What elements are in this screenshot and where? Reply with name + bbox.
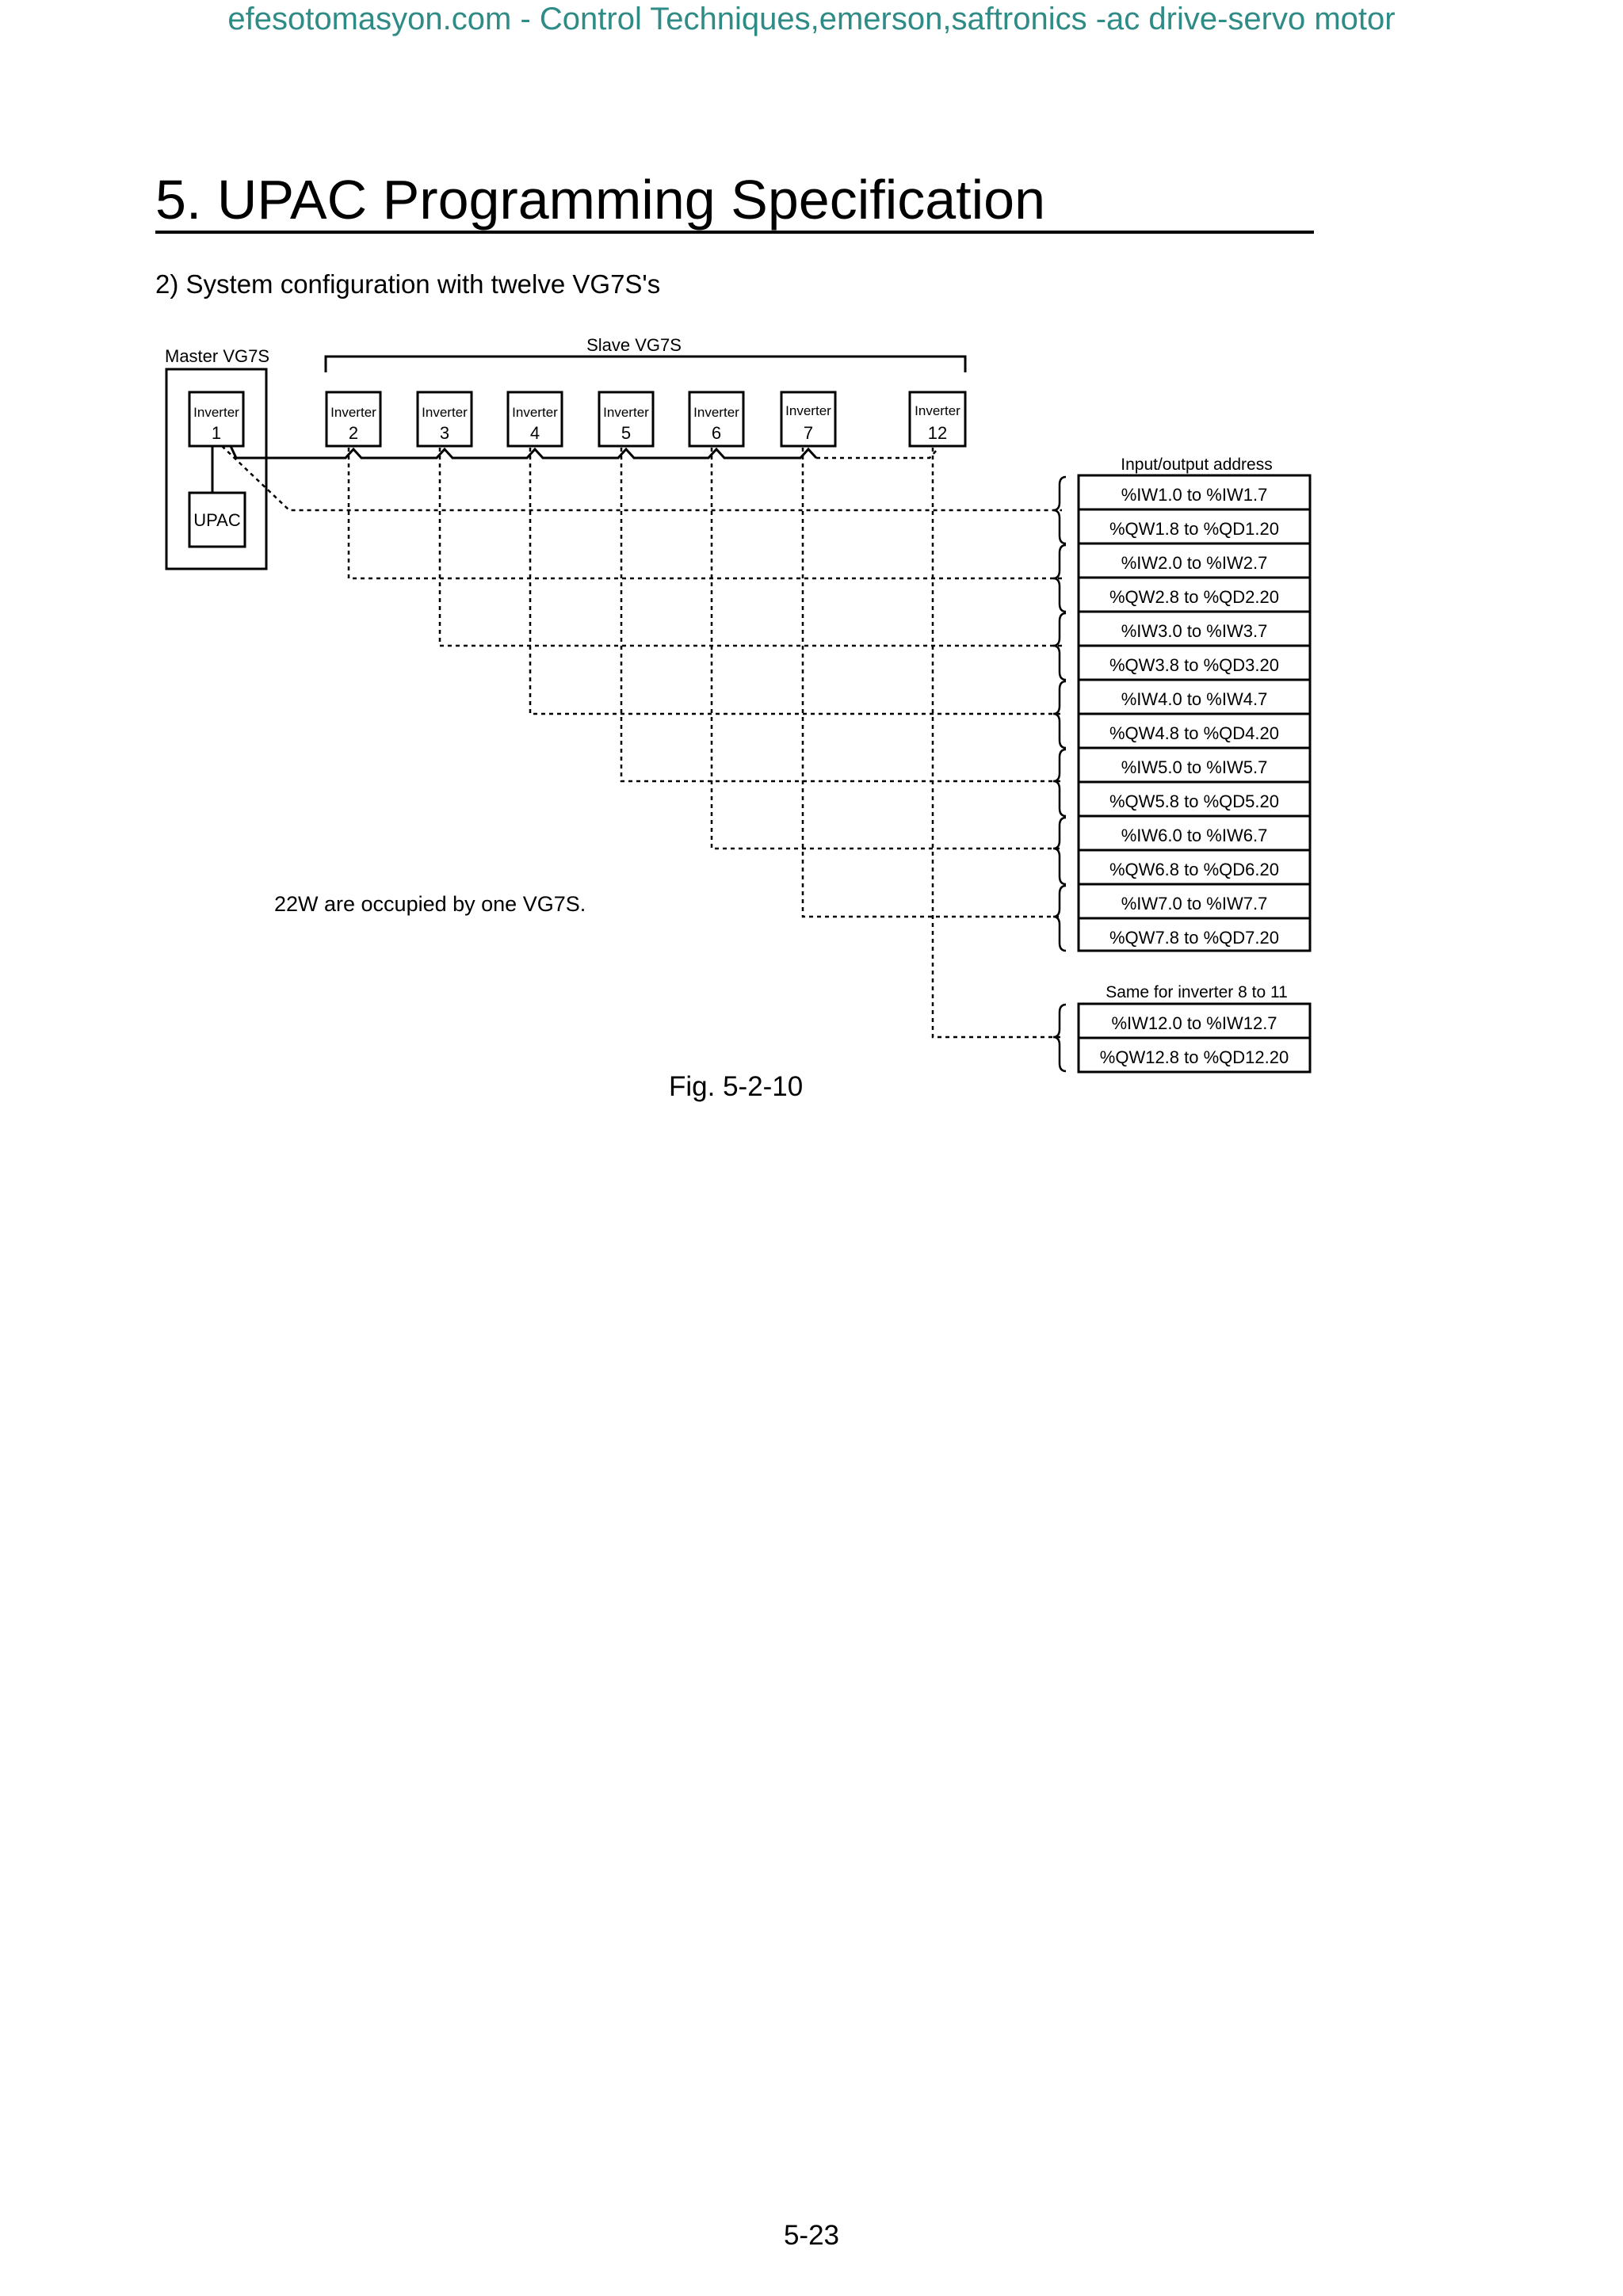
slave-bracket <box>326 357 965 372</box>
io-address-cell: %IW2.0 to %IW2.7 <box>1121 553 1268 573</box>
io-address-table-12 <box>1079 1004 1310 1072</box>
io-address-cell: %IW1.0 to %IW1.7 <box>1121 485 1268 505</box>
io-address-cell: %IW5.0 to %IW5.7 <box>1121 757 1268 777</box>
site-banner: efesotomasyon.com - Control Techniques,emerson,saftronics -ac drive-servo motor <box>227 2 1396 36</box>
slave-12-connector <box>933 448 1062 1037</box>
io-address-cell: %IW6.0 to %IW6.7 <box>1121 826 1268 845</box>
inverter-box-5 <box>599 392 653 446</box>
io-braces <box>1053 477 1066 1071</box>
io-address-cell: %IW12.0 to %IW12.7 <box>1111 1013 1277 1033</box>
inverter-box-4 <box>508 392 562 446</box>
slave-4-connector <box>530 448 1062 714</box>
io-address-cell: %QW7.8 to %QD7.20 <box>1109 928 1279 948</box>
io-address-table <box>1079 475 1310 951</box>
io-address-cell: %QW2.8 to %QD2.20 <box>1109 587 1279 607</box>
inverter-number: 6 <box>711 423 722 443</box>
io-address-cell: %IW3.0 to %IW3.7 <box>1121 621 1268 641</box>
inverter-box-2 <box>327 392 380 446</box>
inverter-box-12 <box>910 392 965 446</box>
upac-label: UPAC <box>193 510 241 530</box>
inverter-box-3 <box>418 392 472 446</box>
communication-bus <box>231 446 816 458</box>
io-address-cell: %QW12.8 to %QD12.20 <box>1099 1047 1289 1067</box>
slave-2-connector <box>349 448 1062 578</box>
slave-5-connector <box>621 448 1062 781</box>
io-address-cell: %QW6.8 to %QD6.20 <box>1109 860 1279 879</box>
io-address-cell: %IW4.0 to %IW4.7 <box>1121 689 1268 709</box>
inverter-box-1 <box>189 392 243 446</box>
page-number: 5-23 <box>783 2220 840 2251</box>
inverter-number: 1 <box>211 423 222 443</box>
io-address-cell: %QW3.8 to %QD3.20 <box>1109 655 1279 675</box>
occupancy-note: 22W are occupied by one VG7S. <box>274 892 586 916</box>
inverter-word: Inverter <box>512 405 558 420</box>
same-for-note: Same for inverter 8 to 11 <box>1106 983 1288 1001</box>
inverter-number: 4 <box>529 423 540 443</box>
inverter-word: Inverter <box>915 403 960 418</box>
slave-3-connector <box>440 448 1062 646</box>
inverter-word: Inverter <box>693 405 739 420</box>
inverter-number: 7 <box>803 423 814 443</box>
inverter-number: 5 <box>621 423 632 443</box>
inverter-word: Inverter <box>603 405 649 420</box>
slave-6-connector <box>712 448 1062 849</box>
inverter-number: 2 <box>348 423 359 443</box>
io-address-cell: %IW7.0 to %IW7.7 <box>1121 894 1268 913</box>
io-address-header: Input/output address <box>1121 456 1273 474</box>
io-address-cell: %QW5.8 to %QD5.20 <box>1109 791 1279 811</box>
section-subtitle: 2) System configuration with twelve VG7S's <box>155 269 661 299</box>
bus-continuation <box>816 449 938 458</box>
slave-label: Slave VG7S <box>586 335 682 355</box>
inverter-number: 12 <box>927 423 948 443</box>
io-address-cell: %QW1.8 to %QD1.20 <box>1109 519 1279 539</box>
upac-box <box>189 493 245 547</box>
inverter-box-7 <box>781 392 835 446</box>
inverter-word: Inverter <box>422 405 468 420</box>
inverter-word: Inverter <box>193 405 239 420</box>
inverter-word: Inverter <box>330 405 376 420</box>
page-title: 5. UPAC Programming Specification <box>155 169 1046 231</box>
master-label: Master VG7S <box>165 346 270 366</box>
inverter-box-6 <box>689 392 743 446</box>
io-address-cell: %QW4.8 to %QD4.20 <box>1109 723 1279 743</box>
inverter-word: Inverter <box>785 403 831 418</box>
figure-caption: Fig. 5-2-10 <box>669 1071 804 1102</box>
inverter-number: 3 <box>439 423 450 443</box>
